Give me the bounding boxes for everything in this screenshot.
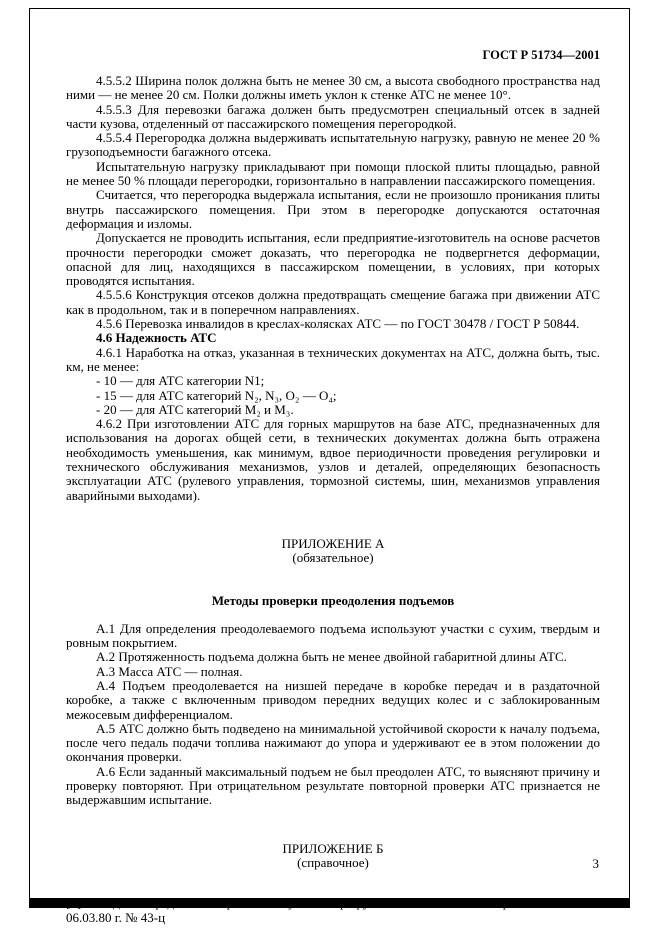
body-paragraph: Испытательную нагрузку прикладывают при помощи плоской плиты площадью, равной не менее 50 % площади перегородки, горизонтально в направлении пассажирского помещения. bbox=[66, 158, 600, 189]
appendix-paragraph: А.1 Для определения преодолеваемого подъема используют участки с сухим, твердым и ровным покрытием. bbox=[66, 620, 600, 651]
appendix-paragraph: А.4 Подъем преодолевается на низшей передаче в коробке передач и в раздаточной коробке, а также с включенным приводом передних ведущих колес и с заблокированным межосевым дифференциалом. bbox=[66, 677, 600, 722]
body-paragraph: Считается, что перегородка выдержала испытания, если не произошло проникания плиты внутрь пассажирского помещения. При этом в перегородке допускаются остаточная деформация и изломы. bbox=[66, 187, 600, 231]
appendix-a-heading: Методы проверки преодоления подъемов bbox=[211, 592, 455, 608]
list-item: - 15 — для АТС категорий N₂, N₃, O₂ — O₄; bbox=[96, 387, 337, 403]
clause-paragraph: 4.6.1 Наработка на отказ, указанная в технических документах на АТС, должна быть, тыс. км, не менее: bbox=[66, 344, 600, 374]
appendix-paragraph: А.5 АТС должно быть подведено на минимальной устойчивой скорости к началу подъема, после чего педаль подачи топлива нажимают до упора и удерживают ее в этом положении до окончания проверки. bbox=[66, 720, 600, 765]
list-item: - 20 — для АТС категорий M₂ и M₃. bbox=[96, 401, 294, 417]
appendix-b-title: ПРИЛОЖЕНИЕ Б bbox=[282, 840, 384, 856]
clause-paragraph: 4.6.2 При изготовлении АТС для горных маршрутов на базе АТС, предназначенных для использования на дорогах общей сети, в технических документах должна быть отражена необходимость уменьшения, как минимум, вдвое периодичности проведения регулировки и технического обслуживания механизмов, узлов и деталей, определяющих безопасность эксплуатации АТС (рулевого управления, тормозной системы, шин, механизмов управления аварийными выходами). bbox=[66, 416, 600, 503]
clause-paragraph: 4.5.5.3 Для перевозки багажа должен быть предусмотрен специальный отсек в задней части кузова, отделенный от пассажирского помещения перегородкой. bbox=[66, 101, 600, 131]
appendix-b-kind: (справочное) bbox=[297, 854, 369, 870]
clause-heading: 4.6 Надежность АТС bbox=[96, 330, 217, 346]
appendix-paragraph: А.6 Если заданный максимальный подъем не был преодолен АТС, то выясняют причину и проверку повторяют. При отрицательном результате повторной проверки АТС признается не выдержавшим испытание. bbox=[66, 763, 600, 808]
list-item: - 10 — для АТС категории N1; bbox=[96, 373, 265, 389]
main-text bbox=[66, 74, 600, 503]
appendix-a-title: ПРИЛОЖЕНИЕ А bbox=[281, 535, 385, 551]
clause-paragraph: 4.5.5.6 Конструкция отсеков должна предотвращать смещение багажа при движении АТС как в продольном, так и в поперечном направлениях. bbox=[66, 287, 600, 317]
clause-paragraph: 4.5.6 Перевозка инвалидов в креслах-колясках АТС — по ГОСТ 30478 / ГОСТ Р 50844. bbox=[96, 316, 580, 332]
page-content bbox=[66, 48, 600, 925]
appendix-a-header bbox=[66, 537, 600, 566]
appendix-a-text bbox=[66, 622, 600, 808]
bibliography-reference: [1] Методика определения горных автобусных маршрутов. Указания Минавтотранса РФ от 06.03.80 г. № 43-ц bbox=[66, 895, 570, 925]
body-paragraph: Допускается не проводить испытания, если предприятие-изготовитель на основе расчетов прочности перегородки сможет доказать, что перегородка не подвергнется деформации, опасной для лиц, находящихся в пассажирском помещении, в условиях, при которых проводятся испытания. bbox=[66, 230, 600, 289]
clause-paragraph: 4.5.5.2 Ширина полок должна быть не менее 30 см, а высота свободного пространства над ними — не менее 20 см. Полки должны иметь уклон к стенке АТС не менее 10°. bbox=[66, 73, 600, 103]
doc-code: ГОСТ Р 51734—2001 bbox=[482, 48, 600, 62]
clause-paragraph: 4.5.5.4 Перегородка должна выдерживать испытательную нагрузку, равную не менее 20 % грузоподъемности багажного отсека. bbox=[66, 130, 600, 160]
appendix-a-kind: (обязательное) bbox=[292, 550, 374, 566]
appendix-paragraph: А.2 Протяженность подъема должна быть не менее двойной габаритной длины АТС. bbox=[96, 649, 567, 665]
appendix-paragraph: А.3 Масса АТС — полная. bbox=[96, 663, 243, 679]
appendix-b-header bbox=[66, 842, 600, 871]
page-frame bbox=[29, 8, 630, 925]
page-number: 3 bbox=[592, 856, 599, 871]
